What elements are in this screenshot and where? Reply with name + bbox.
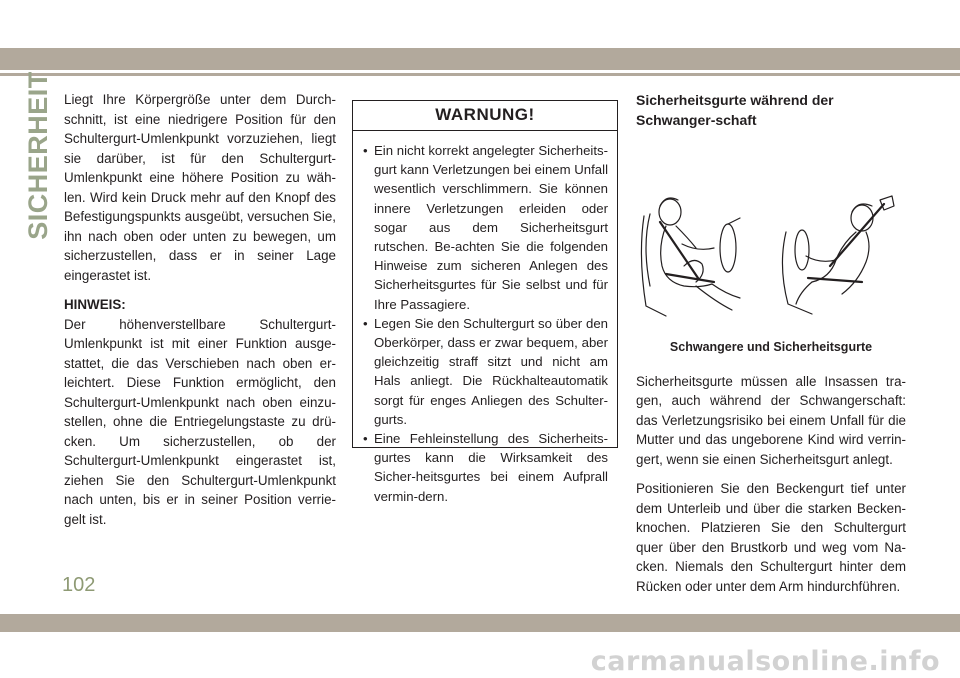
watermark: carmanualsonline.info <box>590 646 940 677</box>
section-title: Sicherheitsgurte während der Schwanger-schaft <box>636 92 834 128</box>
top-band <box>0 48 960 70</box>
warning-item: • Legen Sie den Schultergurt so über den Oberkörper, dass er zwar bequem, aber gleichzeitig straff sitzt und nicht am Hals anliegt. Die Rückhalteautomatik sorgt für enges Anliegen des Schulter-gurts. <box>363 314 608 429</box>
left-column <box>64 90 336 539</box>
top-rule <box>0 73 960 76</box>
warning-item: • Eine Fehleinstellung des Sicherheits-gurtes kann die Wirksamkeit des Sicher-heitsgurtes bei einem Aufprall vermin-dern. <box>363 429 608 506</box>
section-tab-label: SICHERHEIT <box>22 70 53 240</box>
figure-caption: Schwangere und Sicherheitsgurte <box>669 340 873 354</box>
right-column <box>636 90 906 606</box>
warning-title: WARNUNG! <box>353 101 617 131</box>
intro-paragraph: Liegt Ihre Körpergröße unter dem Durch-schnitt, ist eine niedrigere Position für den Schultergurt-Umlenkpunkt vorzuziehen, liegt sie darüber, ist für den Schultergurt-Umlenkpunkt eine höhere Position zu wäh-len. Wird kein Druck mehr auf den Knopf des Befestigungspunkts ausgeübt, versuchen Sie, ihn nach oben oder unten zu bewegen, um sicherzustellen, dass er in seiner Lage eingerastet ist. <box>64 92 336 283</box>
note-paragraph: Der höhenverstellbare Schultergurt-Umlenkpunkt ist mit einer Funktion ausge-stattet, die das Verschieben nach oben er-leichtert. Diese Funktion ermöglicht, den Schultergurt-Umlenkpunkt nach oben einzu-stellen, ohne die Entriegelungstaste zu drü-cken. Um sicherzustellen, ob der Schultergurt-Umlenkpunkt eingerastet ist, ziehen Sie den Schultergurt-Umlenkpunkt nach unten, bis er in seiner Position verrie-gelt ist. <box>64 316 336 527</box>
body-paragraph: Positionieren Sie den Beckengurt tief unter dem Unterleib und über die starken Becken-knochen. Platzieren Sie den Schultergurt quer über den Brustkorb und weg vom Na-cken. Niemals den Schultergurt hinter dem Rücken oder unter dem Arm hindurchführen. <box>636 481 906 594</box>
section-tab <box>22 70 54 240</box>
body-paragraph: Sicherheitsgurte müssen alle Insassen tra-gen, auch während der Schwangerschaft: das Verletzungsrisiko bei einem Unfall für die Mutter und das ungeborene Kind wird verrin-gert, wenn sie einen Sicherheitsgurt anlegt. <box>636 373 906 467</box>
note-heading: HINWEIS: <box>64 297 126 312</box>
warning-box <box>352 100 618 504</box>
warning-item: • Ein nicht korrekt angelegter Sicherheits-gurt kann Verletzungen bei einem Unfall wesentlich verschlimmern. Sie können innere Verletzungen erleiden oder sogar aus dem Sicherheitsgurt rutschen. Be-achten Sie die folgenden Hinweise zum sicheren Anlegen des Sicherheitsgurtes für Sie selbst und für Ihre Passagiere. <box>363 141 608 314</box>
bottom-band <box>0 614 960 632</box>
pregnant-seatbelt-illustration <box>636 186 906 326</box>
warning-list <box>353 131 617 506</box>
page-number: 102 <box>62 574 96 596</box>
